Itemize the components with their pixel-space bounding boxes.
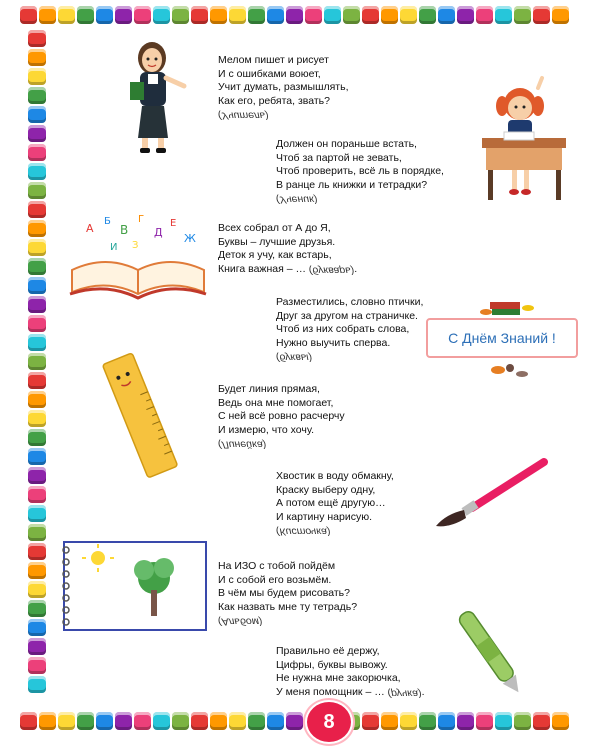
riddle-answer: (букварь) [308,264,355,276]
riddle-answer: (Ученик) [276,193,318,206]
bead [28,49,46,66]
bead [191,712,208,730]
bead [28,638,46,655]
bead [39,712,56,730]
poem-line: Должен он пораньше встать, [276,138,417,150]
bead [96,712,113,730]
bead [28,391,46,408]
bead [115,712,132,730]
poem-line: А потом ещё другую… [276,497,386,509]
bead [39,6,56,24]
bead [153,6,170,24]
bead [77,712,94,730]
bead [28,657,46,674]
bead [20,712,37,730]
pen-illustration [452,598,532,704]
poem-line: Ведь она мне помогает, [218,396,334,409]
bead [362,712,379,730]
riddle-primer [218,222,357,276]
poem-line: Книга важная – … [218,262,309,275]
bead [28,315,46,332]
poem-line: Чтоб проверить, всё ль в порядке, [276,165,444,177]
bead [28,448,46,465]
riddle-letters [276,296,423,364]
bead [28,277,46,294]
bead [28,353,46,370]
poem-line: Друг за другом на страничке. [276,309,418,322]
riddle-ruler [218,383,345,451]
svg-text:Б: Б [104,216,111,227]
svg-text:Е: Е [170,218,177,229]
bead [28,486,46,503]
poem-line: Краску выберу одну, [276,483,376,496]
books-leaves-decoration [478,294,538,384]
poem-line: Как его, ребята, звать? [218,94,330,107]
riddle-answer: (Линейка) [218,438,267,451]
bead [514,6,531,24]
poem-punctuation: . [354,262,358,275]
poem-line: Как назвать мне ту тетрадь? [218,600,358,613]
bead [476,712,493,730]
bead [77,6,94,24]
bead [28,676,46,693]
poem-line: Цифры, буквы вывожу. [276,658,388,671]
bead [28,163,46,180]
bead [28,144,46,161]
schoolgirl-at-desk-illustration [476,74,568,214]
riddle-answer: (Учитель) [218,109,269,122]
bead [28,87,46,104]
bead [457,712,474,730]
bead [96,6,113,24]
poem-line: Будет линия прямая, [218,383,320,395]
bead [419,712,436,730]
riddle-answer: (ручка) [387,687,422,699]
poem-line: У меня помощник – … [276,685,388,698]
poem-line: Правильно её держу, [276,645,380,657]
svg-text:Ж: Ж [184,232,196,245]
bead [533,712,550,730]
bead [28,258,46,275]
poem-line: И с собой его возьмём. [218,573,332,586]
bead [267,6,284,24]
bead [248,6,265,24]
riddle-teacher [218,54,349,122]
svg-text:А: А [86,222,94,235]
bead [28,68,46,85]
svg-text:В: В [120,223,129,237]
bead [400,712,417,730]
sketchbook-illustration [58,538,210,634]
bead [381,712,398,730]
bead [28,467,46,484]
greeting-text: С Днём Знаний ! [448,330,556,346]
bead [381,6,398,24]
bead [28,600,46,617]
teacher-illustration [118,38,190,156]
bead [552,712,569,730]
riddle-answer: (Альбом) [218,615,263,628]
bead-border-left [28,30,48,710]
bead [28,429,46,446]
bead [286,6,303,24]
bead [305,6,322,24]
bead [229,6,246,24]
poem-line: Не нужна мне закорючка, [276,672,401,684]
paintbrush-illustration [432,456,552,536]
bead [514,712,531,730]
poem-line: Хвостик в воду обмакну, [276,470,394,482]
poem-line: Нужно выучить сперва. [276,336,391,349]
bead [419,6,436,24]
bead [28,106,46,123]
bead [286,712,303,730]
bead [28,296,46,313]
bead [229,712,246,730]
poem-line: С ней всё ровно расчерчу [218,410,345,422]
bead [28,220,46,237]
bead [28,410,46,427]
riddle-album [218,560,357,628]
bead [476,6,493,24]
bead [28,619,46,636]
svg-text:З: З [132,240,139,251]
poem-line: Деток я учу, как встарь, [218,249,332,261]
bead [362,6,379,24]
svg-text:И: И [110,242,118,253]
bead [533,6,550,24]
bead [28,581,46,598]
bead [28,125,46,142]
bead [20,6,37,24]
poem-line: Чтоб за партой не зевать, [276,151,402,164]
poem-line: Мелом пишет и рисует [218,54,329,66]
bead [210,6,227,24]
bead [28,30,46,47]
bead-border-top [20,6,582,26]
bead [552,6,569,24]
bead [191,6,208,24]
ruler-illustration [96,350,186,480]
riddle-student [276,138,444,206]
bead [267,712,284,730]
poem-line: Разместились, словно птички, [276,296,424,308]
bead [28,201,46,218]
riddle-answer: (Кисточка) [276,525,331,538]
bead [438,712,455,730]
bead [495,712,512,730]
bead [400,6,417,24]
bead [457,6,474,24]
bead [28,334,46,351]
bead [28,562,46,579]
poem-line: Чтоб из них собрать слова, [276,323,410,335]
bead [343,6,360,24]
bead [28,524,46,541]
bead [28,372,46,389]
page-number: 8 [305,700,353,744]
bead [115,6,132,24]
poem-line: И измерю, что хочу. [218,423,314,436]
riddle-brush [276,470,394,538]
bead [248,712,265,730]
svg-text:Г: Г [138,214,145,225]
poem-line: Всех собрал от А до Я, [218,222,331,234]
riddle-pen [276,645,425,699]
bead [28,543,46,560]
bead-border-bottom [20,712,582,732]
bead [172,712,189,730]
poem-line: На ИЗО с тобой пойдём [218,560,336,572]
poem-line: И картину нарисую. [276,510,373,523]
bead [324,6,341,24]
bead [438,6,455,24]
poem-line: Учит думать, размышлять, [218,81,349,93]
poem-line: В ранце ль книжки и тетрадки? [276,178,428,191]
bead [153,712,170,730]
bead [210,712,227,730]
bead [134,712,151,730]
bead [58,712,75,730]
poem-line: Буквы – лучшие друзья. [218,235,336,248]
riddle-answer: (буквы) [276,351,313,364]
poem-line: И с ошибками воюет, [218,67,321,80]
bead [58,6,75,24]
poem-punctuation: . [421,685,425,698]
bead [28,239,46,256]
bead [172,6,189,24]
bead [28,505,46,522]
open-book-letters-illustration [66,212,212,304]
bead [28,182,46,199]
bead [495,6,512,24]
poem-line: В чём мы будем рисовать? [218,587,350,599]
svg-text:Д: Д [154,226,163,239]
bead [134,6,151,24]
